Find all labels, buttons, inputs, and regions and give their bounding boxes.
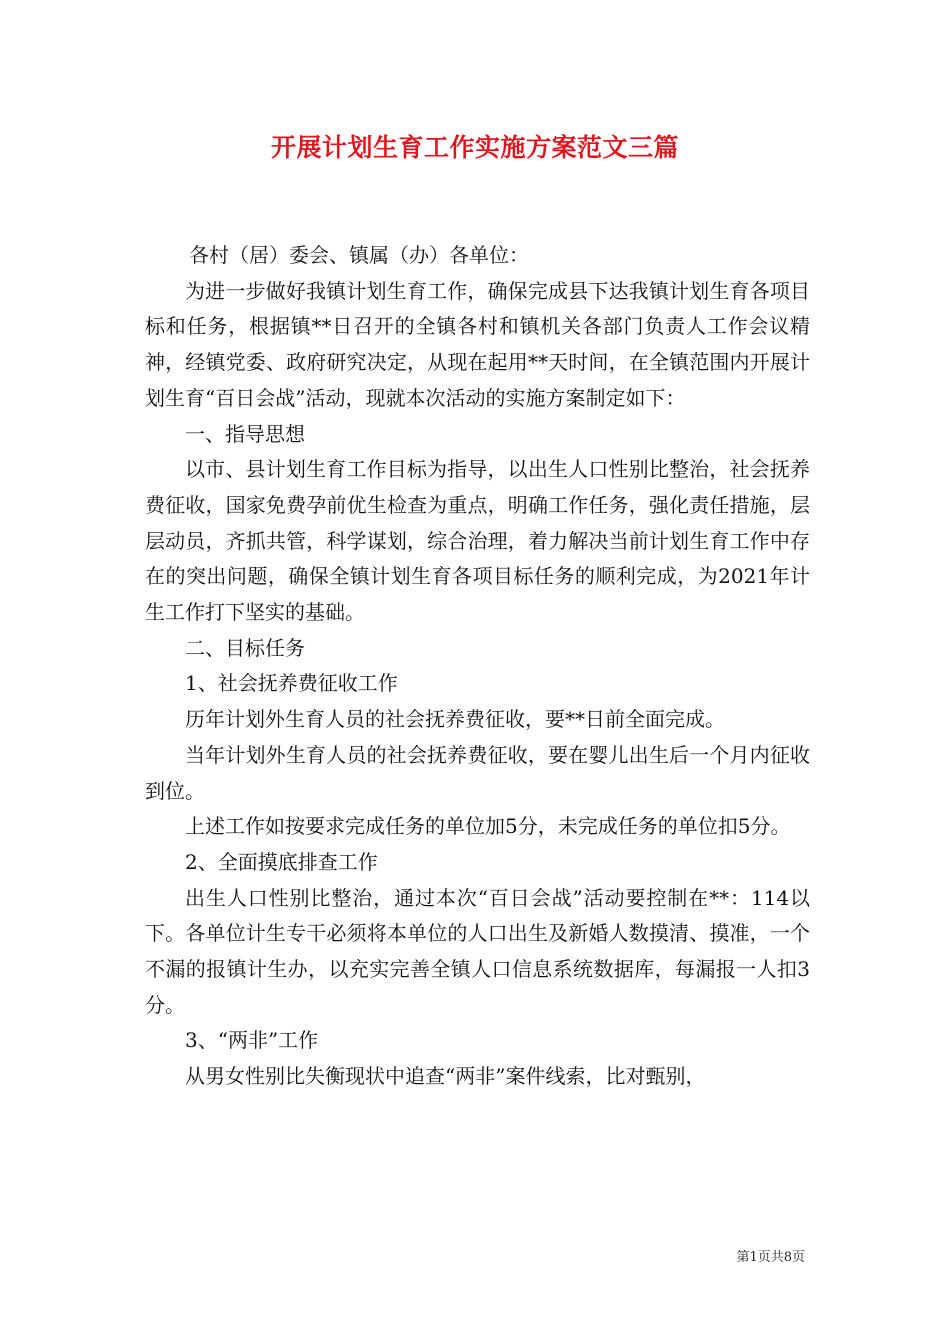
two-nons-paragraph: 从男女性别比失衡现状中追查“两非”案件线索，比对甄别， (185, 1064, 706, 1089)
survey-paragraph: 出生人口性别比整治，通过本次“百日会战”活动要控制在**：114以下。各单位计生专干必须将本单位的人口出生及新婚人数摸清、摸准，一个不漏的报镇计生办，以充实完善全镇人口信息系统数据库，每漏报一人扣3分。 (145, 885, 810, 1017)
document-title: 开展计划生育工作实施方案范文三篇 (270, 133, 679, 162)
fee-collection-paragraph-1: 历年计划外生育人员的社会抚养费征收，要**日前全面完成。 (185, 707, 725, 732)
section-heading-guiding-ideology: 一、指导思想 (185, 421, 305, 446)
fee-collection-paragraph-3: 上述工作如按要求完成任务的单位加5分，未完成任务的单位扣5分。 (185, 814, 791, 839)
salutation-paragraph: 各村（居）委会、镇属（办）各单位： (189, 243, 529, 267)
guiding-ideology-paragraph: 以市、县计划生育工作目标为指导，以出生人口性别比整治，社会抚养费征收，国家免费孕前优生检查为重点，明确工作任务，强化责任措施，层层动员，齐抓共管，科学谋划，综合治理，着力解决当前计划生育工作中存在的突出问题，确保全镇计划生育各项目标任务的顺利完成，为2021年计生工作打下坚实的基础。 (145, 457, 810, 625)
fee-collection-paragraph-2: 当年计划外生育人员的社会抚养费征收，要在婴儿出生后一个月内征收到位。 (145, 742, 810, 803)
document-body (145, 238, 810, 1095)
intro-paragraph: 为进一步做好我镇计划生育工作，确保完成县下达我镇计划生育各项目标和任务，根据镇**日召开的全镇各村和镇机关各部门负责人工作会议精神，经镇党委、政府研究决定，从现在起用**天时间，在全镇范围内开展计划生育“百日会战”活动，现就本次活动的实施方案制定如下： (145, 278, 810, 410)
page-number-footer: 第1页共8页 (736, 1250, 805, 1265)
subsection-heading-fee-collection: 1、社会抚养费征收工作 (185, 671, 398, 696)
subsection-heading-survey: 2、全面摸底排查工作 (185, 849, 378, 874)
subsection-heading-two-nons: 3、“两非”工作 (185, 1028, 319, 1053)
section-heading-target-tasks: 二、目标任务 (185, 635, 305, 660)
